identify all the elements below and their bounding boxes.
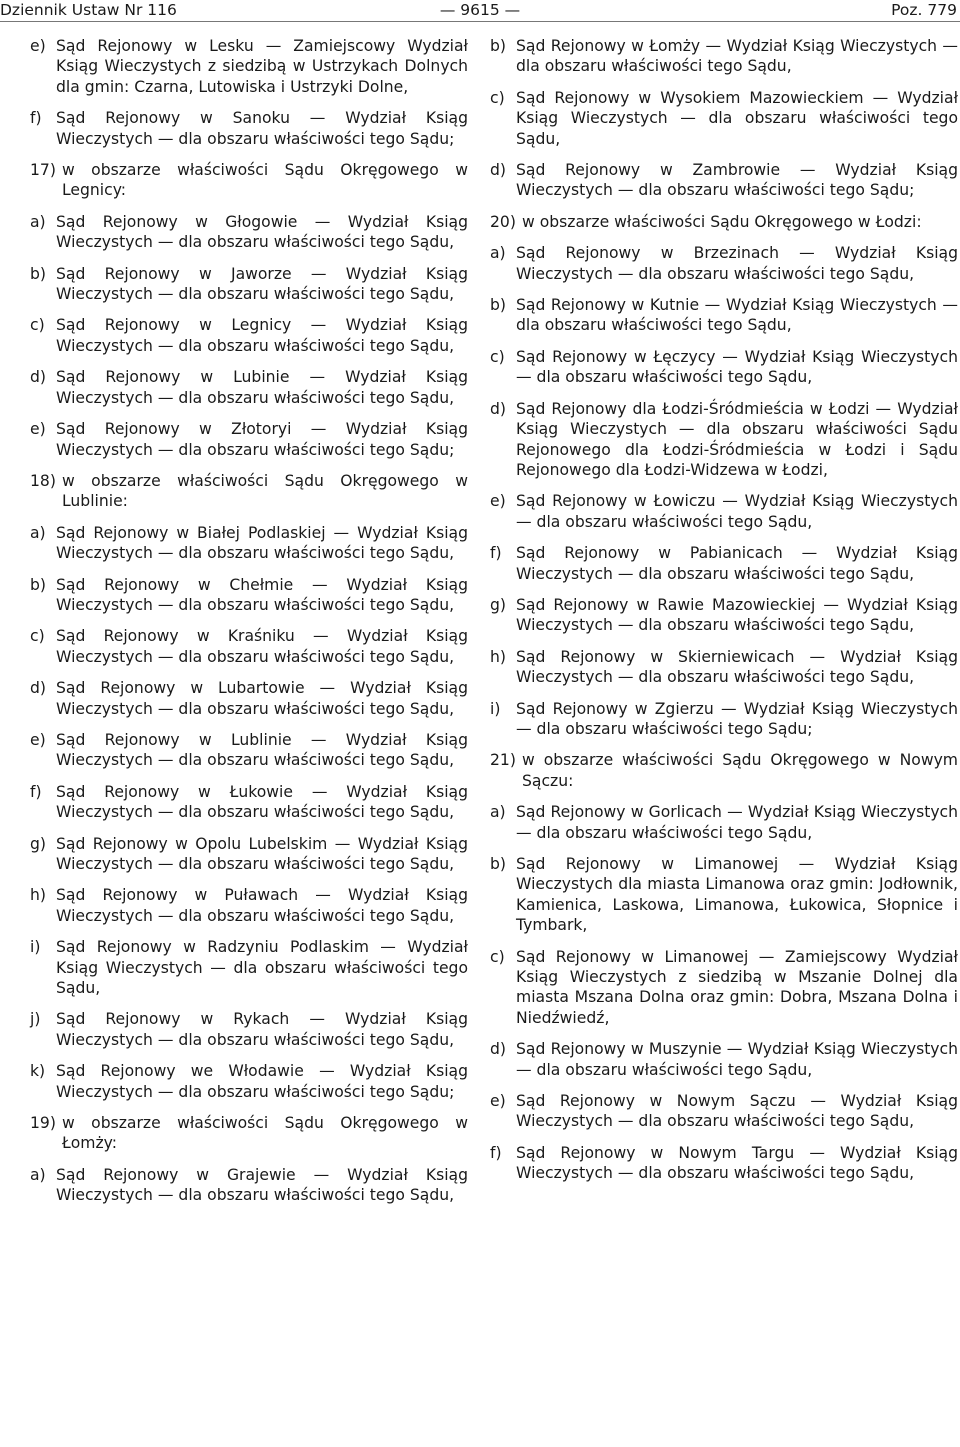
item-label: h) bbox=[30, 886, 46, 905]
item-text: Sąd Rejonowy w Łomży — Wydział Ksiąg Wieczystych — dla obszaru właściwości tego Sądu, bbox=[516, 37, 958, 76]
item-label: c) bbox=[490, 347, 505, 366]
list-item bbox=[490, 699, 958, 740]
list-item bbox=[30, 36, 468, 97]
item-label: d) bbox=[490, 399, 506, 418]
list-item bbox=[490, 243, 958, 284]
item-text: Sąd Rejonowy w Chełmie — Wydział Ksiąg Wieczystych — dla obszaru właściwości tego Sądu, bbox=[56, 575, 468, 614]
item-text: Sąd Rejonowy w Łukowie — Wydział Ksiąg Wieczystych — dla obszaru właściwości tego Sądu, bbox=[56, 782, 468, 822]
item-label: i) bbox=[30, 938, 41, 957]
list-item bbox=[490, 88, 958, 149]
item-text: Sąd Rejonowy w Grajewie — Wydział Ksiąg Wieczystych — dla obszaru właściwości tego Sądu, bbox=[56, 1165, 468, 1205]
item-label: c) bbox=[490, 947, 505, 966]
section-text: w obszarze właściwości Sądu Okręgowego w Legnicy: bbox=[62, 161, 468, 200]
item-text: Sąd Rejonowy w Rykach — Wydział Ksiąg Wieczystych — dla obszaru właściwości tego Sądu, bbox=[56, 1010, 468, 1049]
item-label: e) bbox=[490, 492, 506, 511]
section-item bbox=[490, 750, 958, 791]
item-text: Sąd Rejonowy w Opolu Lubelskim — Wydział Ksiąg Wieczystych — dla obszaru właściwości tego Sądu, bbox=[56, 834, 468, 873]
item-label: b) bbox=[30, 575, 46, 594]
item-label: f) bbox=[30, 782, 42, 801]
item-label: f) bbox=[490, 1143, 502, 1162]
list-item bbox=[30, 1061, 468, 1102]
list-item bbox=[490, 595, 958, 636]
list-item bbox=[30, 108, 468, 149]
section-text: w obszarze właściwości Sądu Okręgowego w Nowym Sączu: bbox=[522, 751, 958, 790]
list-item bbox=[490, 491, 958, 532]
section-text: w obszarze właściwości Sądu Okręgowego w Łodzi: bbox=[522, 212, 922, 231]
section-number: 19) bbox=[30, 1114, 56, 1133]
item-label: e) bbox=[30, 37, 46, 55]
item-label: d) bbox=[30, 679, 46, 698]
item-label: a) bbox=[490, 244, 506, 263]
list-item bbox=[490, 1039, 958, 1080]
item-text: Sąd Rejonowy w Nowym Sączu — Wydział Ksiąg Wieczystych — dla obszaru właściwości tego Sądu, bbox=[516, 1092, 958, 1131]
item-text: Sąd Rejonowy w Wysokiem Mazowieckiem — Wydział Ksiąg Wieczystych — dla obszaru właściwości tego Sądu, bbox=[516, 88, 958, 148]
item-text: Sąd Rejonowy w Gorlicach — Wydział Ksiąg Wieczystych — dla obszaru właściwości tego Sądu, bbox=[516, 803, 958, 842]
item-text: Sąd Rejonowy w Limanowej — Zamiejscowy Wydział Ksiąg Wieczystych z siedzibą w Mszanie Dolnej dla miasta Mszana Dolna oraz gmin: Dobra, Mszana Dolna i Niedźwiedź, bbox=[516, 947, 958, 1027]
item-text: Sąd Rejonowy dla Łodzi-Śródmieścia w Łodzi — Wydział Ksiąg Wieczystych — dla obszaru właściwości Sądu Rejonowego dla Łodzi-Śródmieścia w Łodzi i Sądu Rejonowego dla Łodzi-Widzewa w Łodzi, bbox=[516, 399, 958, 479]
item-label: b) bbox=[30, 264, 46, 283]
item-text: Sąd Rejonowy w Limanowej — Wydział Ksiąg Wieczystych dla miasta Limanowa oraz gmin: Jodłownik, Kamienica, Laskowa, Limanowa, Łukowica, Słopnice i Tymbark, bbox=[516, 855, 958, 935]
item-text: Sąd Rejonowy w Brzezinach — Wydział Ksiąg Wieczystych — dla obszaru właściwości tego Sądu, bbox=[516, 244, 958, 283]
section-number: 18) bbox=[30, 471, 56, 490]
item-text: Sąd Rejonowy w Białej Podlaskiej — Wydział Ksiąg Wieczystych — dla obszaru właściwości tego Sądu, bbox=[56, 523, 468, 563]
list-item bbox=[30, 1165, 468, 1206]
item-text: Sąd Rejonowy w Lublinie — Wydział Ksiąg Wieczystych — dla obszaru właściwości tego Sądu, bbox=[56, 730, 468, 770]
item-label: e) bbox=[30, 730, 46, 749]
item-label: a) bbox=[490, 803, 506, 822]
item-label: d) bbox=[30, 368, 46, 387]
item-text: Sąd Rejonowy w Łęczycy — Wydział Ksiąg Wieczystych — dla obszaru właściwości tego Sądu, bbox=[516, 347, 958, 387]
list-item bbox=[30, 264, 468, 305]
item-label: a) bbox=[30, 1165, 46, 1184]
item-text: Sąd Rejonowy w Puławach — Wydział Ksiąg Wieczystych — dla obszaru właściwości tego Sądu, bbox=[56, 886, 468, 925]
item-text: Sąd Rejonowy w Złotoryi — Wydział Ksiąg Wieczystych — dla obszaru właściwości tego Sądu; bbox=[56, 420, 468, 459]
item-text: Sąd Rejonowy w Lesku — Zamiejscowy Wydział Ksiąg Wieczystych z siedzibą w Ustrzykach Dolnych dla gmin: Czarna, Lutowiska i Ustrzyki Dolne, bbox=[56, 37, 468, 96]
item-text: Sąd Rejonowy w Głogowie — Wydział Ksiąg Wieczystych — dla obszaru właściwości tego Sądu, bbox=[56, 212, 468, 252]
list-item bbox=[30, 678, 468, 719]
list-item bbox=[490, 160, 958, 201]
list-item bbox=[490, 647, 958, 688]
item-text: Sąd Rejonowy w Radzyniu Podlaskim — Wydział Ksiąg Wieczystych — dla obszaru właściwości tego Sądu, bbox=[56, 938, 468, 998]
item-label: c) bbox=[490, 88, 505, 107]
list-item bbox=[490, 1143, 958, 1184]
section-text: w obszarze właściwości Sądu Okręgowego w Łomży: bbox=[62, 1114, 468, 1153]
list-item bbox=[490, 947, 958, 1029]
item-text: Sąd Rejonowy w Skierniewicach — Wydział Ksiąg Wieczystych — dla obszaru właściwości tego Sądu, bbox=[516, 647, 958, 687]
right-column bbox=[490, 36, 958, 1195]
list-item bbox=[30, 834, 468, 875]
list-item bbox=[490, 1091, 958, 1132]
section-item bbox=[30, 1113, 468, 1154]
item-label: b) bbox=[490, 296, 506, 315]
item-text: Sąd Rejonowy w Lubartowie — Wydział Ksiąg Wieczystych — dla obszaru właściwości tego Sądu, bbox=[56, 679, 468, 718]
item-label: g) bbox=[490, 595, 506, 614]
item-text: Sąd Rejonowy w Kutnie — Wydział Ksiąg Wieczystych — dla obszaru właściwości tego Sądu, bbox=[516, 296, 958, 335]
item-label: j) bbox=[30, 1010, 41, 1029]
section-number: 21) bbox=[490, 751, 516, 770]
item-label: b) bbox=[490, 855, 506, 873]
list-item bbox=[30, 419, 468, 460]
item-text: Sąd Rejonowy w Rawie Mazowieckiej — Wydział Ksiąg Wieczystych — dla obszaru właściwości tego Sądu, bbox=[516, 595, 958, 635]
item-label: k) bbox=[30, 1062, 46, 1081]
list-item bbox=[490, 347, 958, 388]
item-text: Sąd Rejonowy w Nowym Targu — Wydział Ksiąg Wieczystych — dla obszaru właściwości tego Sądu, bbox=[516, 1143, 958, 1183]
item-text: Sąd Rejonowy w Sanoku — Wydział Ksiąg Wieczystych — dla obszaru właściwości tego Sądu; bbox=[56, 109, 468, 148]
section-item bbox=[490, 212, 958, 232]
item-label: e) bbox=[30, 420, 46, 439]
list-item bbox=[30, 937, 468, 998]
list-item bbox=[30, 885, 468, 926]
item-label: d) bbox=[490, 161, 506, 180]
item-label: c) bbox=[30, 627, 45, 646]
list-item bbox=[30, 315, 468, 356]
list-item bbox=[490, 854, 958, 936]
page-header bbox=[0, 0, 960, 24]
list-item bbox=[30, 523, 468, 564]
item-label: c) bbox=[30, 316, 45, 335]
list-item bbox=[30, 1009, 468, 1050]
item-text: Sąd Rejonowy we Włodawie — Wydział Ksiąg Wieczystych — dla obszaru właściwości tego Sądu; bbox=[56, 1062, 468, 1101]
section-item bbox=[30, 471, 468, 512]
list-item bbox=[490, 543, 958, 584]
list-item bbox=[30, 212, 468, 253]
item-text: Sąd Rejonowy w Łowiczu — Wydział Ksiąg Wieczystych — dla obszaru właściwości tego Sądu, bbox=[516, 492, 958, 531]
list-item bbox=[30, 367, 468, 408]
item-text: Sąd Rejonowy w Kraśniku — Wydział Ksiąg Wieczystych — dla obszaru właściwości tego Sądu, bbox=[56, 627, 468, 666]
item-label: b) bbox=[490, 37, 506, 55]
item-label: a) bbox=[30, 523, 46, 542]
header-rule bbox=[0, 21, 960, 22]
left-column bbox=[30, 36, 468, 1217]
position-number: Poz. 779 bbox=[891, 1, 957, 19]
item-label: h) bbox=[490, 647, 506, 666]
list-item bbox=[30, 782, 468, 823]
item-label: e) bbox=[490, 1092, 506, 1111]
list-item bbox=[490, 295, 958, 336]
item-text: Sąd Rejonowy w Jaworze — Wydział Ksiąg Wieczystych — dla obszaru właściwości tego Sądu, bbox=[56, 264, 468, 304]
section-item bbox=[30, 160, 468, 201]
section-number: 17) bbox=[30, 161, 56, 180]
item-label: f) bbox=[490, 544, 502, 563]
item-text: Sąd Rejonowy w Lubinie — Wydział Ksiąg Wieczystych — dla obszaru właściwości tego Sądu, bbox=[56, 368, 468, 407]
page-number: — 9615 — bbox=[439, 1, 521, 19]
list-item bbox=[30, 730, 468, 771]
item-text: Sąd Rejonowy w Zgierzu — Wydział Ksiąg Wieczystych — dla obszaru właściwości tego Sądu; bbox=[516, 699, 958, 738]
item-text: Sąd Rejonowy w Zambrowie — Wydział Ksiąg Wieczystych — dla obszaru właściwości tego Sądu; bbox=[516, 161, 958, 200]
section-number: 20) bbox=[490, 212, 516, 231]
item-text: Sąd Rejonowy w Legnicy — Wydział Ksiąg Wieczystych — dla obszaru właściwości tego Sądu, bbox=[56, 316, 468, 355]
item-label: d) bbox=[490, 1040, 506, 1059]
list-item bbox=[490, 36, 958, 77]
item-text: Sąd Rejonowy w Muszynie — Wydział Ksiąg Wieczystych — dla obszaru właściwości tego Sądu, bbox=[516, 1040, 958, 1079]
list-item bbox=[30, 626, 468, 667]
journal-title: Dziennik Ustaw Nr 116 bbox=[0, 1, 177, 19]
list-item bbox=[490, 802, 958, 843]
section-text: w obszarze właściwości Sądu Okręgowego w Lublinie: bbox=[62, 471, 468, 511]
list-item bbox=[490, 399, 958, 481]
item-text: Sąd Rejonowy w Pabianicach — Wydział Ksiąg Wieczystych — dla obszaru właściwości tego Sądu, bbox=[516, 544, 958, 583]
item-label: a) bbox=[30, 212, 46, 231]
item-label: i) bbox=[490, 699, 501, 718]
item-label: f) bbox=[30, 109, 42, 128]
list-item bbox=[30, 575, 468, 616]
item-label: g) bbox=[30, 834, 46, 853]
